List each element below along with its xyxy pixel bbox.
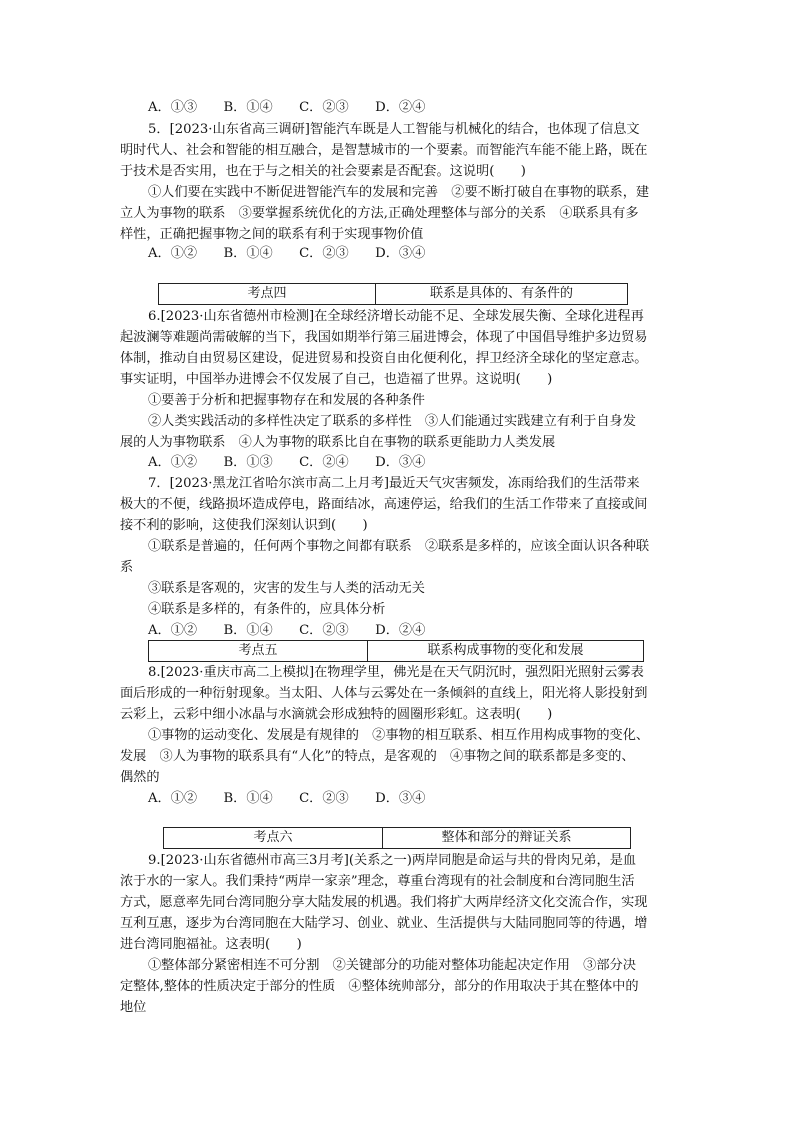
question-6-text: 6.[2023·山东省德州市检测]在全球经济增长动能不足、全球发展失衡、全球化进程再 bbox=[148, 309, 644, 324]
question-6-text: 体制，推动自由贸易区建设，促进贸易和投资自由化便利化，捍卫经济全球化的坚定意志。 bbox=[120, 351, 648, 366]
question-7-choices: ①联系是普遍的，任何两个事物之间都有联系 ②联系是多样的，应该全面认识各种联 bbox=[148, 539, 650, 554]
question-8-choices: 发展 ③人为事物的联系具有“人化”的特点，是客观的 ④事物之间的联系都是多变的、 bbox=[120, 749, 635, 764]
question-9-text: 浓于水的一家人。我们秉持“两岸一家亲”理念，尊重台湾现有的社会制度和台湾同胞生活 bbox=[120, 874, 635, 889]
question-8-text: 面后形成的一种衍射现象。当太阳、人体与云雾处在一条倾斜的直线上，阳光将人影投射到 bbox=[120, 686, 648, 701]
question-7-text: 7．[2023·黑龙江省哈尔滨市高二上月考]最近天气灾害频发，冻雨给我们的生活带来 bbox=[148, 476, 640, 491]
question-8-choices: ①事物的运动变化、发展是有规律的 ②事物的相互联系、相互作用构成事物的变化、 bbox=[148, 728, 650, 743]
question-5-text: 明时代人、社会和智能的相互融合，是智慧城市的一个要素。而智能汽车能不能上路，既在 bbox=[120, 143, 648, 158]
question-7-choices: 系 bbox=[120, 560, 134, 575]
topic-title: 联系构成事物的变化和发展 bbox=[427, 643, 584, 658]
topic-box-6 bbox=[163, 827, 631, 849]
topic-title: 整体和部分的辩证关系 bbox=[441, 830, 572, 845]
question-5-choices: 样性，正确把握事物之间的联系有利于实现事物价值 bbox=[120, 227, 424, 242]
question-9-text: 互利互惠，逐步为台湾同胞在大陆学习、创业、就业、生活提供与大陆同胞同等的待遇，增 bbox=[120, 916, 648, 931]
answer-options-q4: A．①③ B．①④ C．②③ D．②④ bbox=[148, 100, 426, 115]
question-6-choices: ②人类实践活动的多样性决定了联系的多样性 ③人们能通过实践建立有利于自身发 bbox=[148, 414, 636, 429]
question-7-text: 接不利的影响，这使我们深刻认识到( ) bbox=[120, 518, 368, 533]
question-5-choices: ①人们要在实践中不断促进智能汽车的发展和完善 ②要不断打破自在事物的联系，建 bbox=[148, 185, 650, 200]
question-7-choices: ③联系是客观的，灾害的发生与人类的活动无关 bbox=[148, 581, 425, 596]
question-9-choices: 地位 bbox=[120, 1000, 147, 1015]
answer-options-q8: A．①② B．①④ C．②③ D．③④ bbox=[148, 791, 426, 806]
question-7-choices: ④联系是多样的，有条件的，应具体分析 bbox=[148, 602, 386, 617]
question-6-choices: 展的人为事物联系 ④人为事物的联系比自在事物的联系更能助力人类发展 bbox=[120, 435, 556, 450]
topic-label: 考点五 bbox=[149, 641, 368, 661]
question-8-text: 8.[2023·重庆市高二上模拟]在物理学里，佛光是在天气阴沉时，强烈阳光照射云雾表 bbox=[148, 665, 644, 680]
question-6-text: 起波澜等难题尚需破解的当下，我国如期举行第三届进博会，体现了中国倡导维护多边贸易 bbox=[120, 330, 648, 345]
question-8-text: 云彩上，云彩中细小冰晶与水滴就会形成独特的圆圈形彩虹。这表明( ) bbox=[120, 707, 553, 722]
question-9-text: 进台湾同胞福祉。这表明( ) bbox=[120, 937, 302, 952]
question-6-choices: ①要善于分析和把握事物存在和发展的各种条件 bbox=[148, 393, 425, 408]
topic-title: 联系是具体的、有条件的 bbox=[429, 286, 573, 301]
question-5-choices: 立人为事物的联系 ③要掌握系统优化的方法,正确处理整体与部分的关系 ④联系具有多 bbox=[120, 206, 639, 221]
answer-options-q5: A．①② B．①④ C．②③ D．③④ bbox=[148, 246, 426, 261]
question-9-choices: ①整体部分紧密相连不可分割 ②关键部分的功能对整体功能起决定作用 ③部分决 bbox=[148, 958, 636, 973]
question-5-text: 5．[2023·山东省高三调研]智能汽车既是人工智能与机械化的结合，也体现了信息文 bbox=[148, 122, 640, 137]
topic-label: 考点四 bbox=[159, 284, 376, 304]
answer-options-q7: A．①② B．①④ C．②③ D．②④ bbox=[148, 623, 426, 638]
topic-box-5 bbox=[148, 640, 644, 662]
question-9-text: 方式，愿意率先同台湾同胞分享大陆发展的机遇。我们将扩大两岸经济文化交流合作，实现 bbox=[120, 895, 648, 910]
question-9-text: 9.[2023·山东省德州市高三3月考](关系之一)两岸同胞是命运与共的骨肉兄弟，是血 bbox=[148, 853, 637, 868]
question-6-text: 事实证明，中国举办进博会不仅发展了自己，也造福了世界。这说明( ) bbox=[120, 372, 553, 387]
answer-options-q6: A．①② B．①③ C．②④ D．③④ bbox=[148, 455, 426, 470]
topic-box-4 bbox=[158, 283, 628, 305]
topic-label: 考点六 bbox=[164, 828, 383, 848]
question-9-choices: 定整体,整体的性质决定于部分的性质 ④整体统帅部分，部分的作用取决于其在整体中的 bbox=[120, 979, 639, 994]
question-5-text: 于技术是否实用，也在于与之相关的社会要素是否配套。这说明( ) bbox=[120, 164, 526, 179]
question-8-choices: 偶然的 bbox=[120, 770, 160, 785]
question-7-text: 极大的不便，线路损坏造成停电，路面结冰，高速停运，给我们的生活工作带来了直接或间 bbox=[120, 497, 648, 512]
